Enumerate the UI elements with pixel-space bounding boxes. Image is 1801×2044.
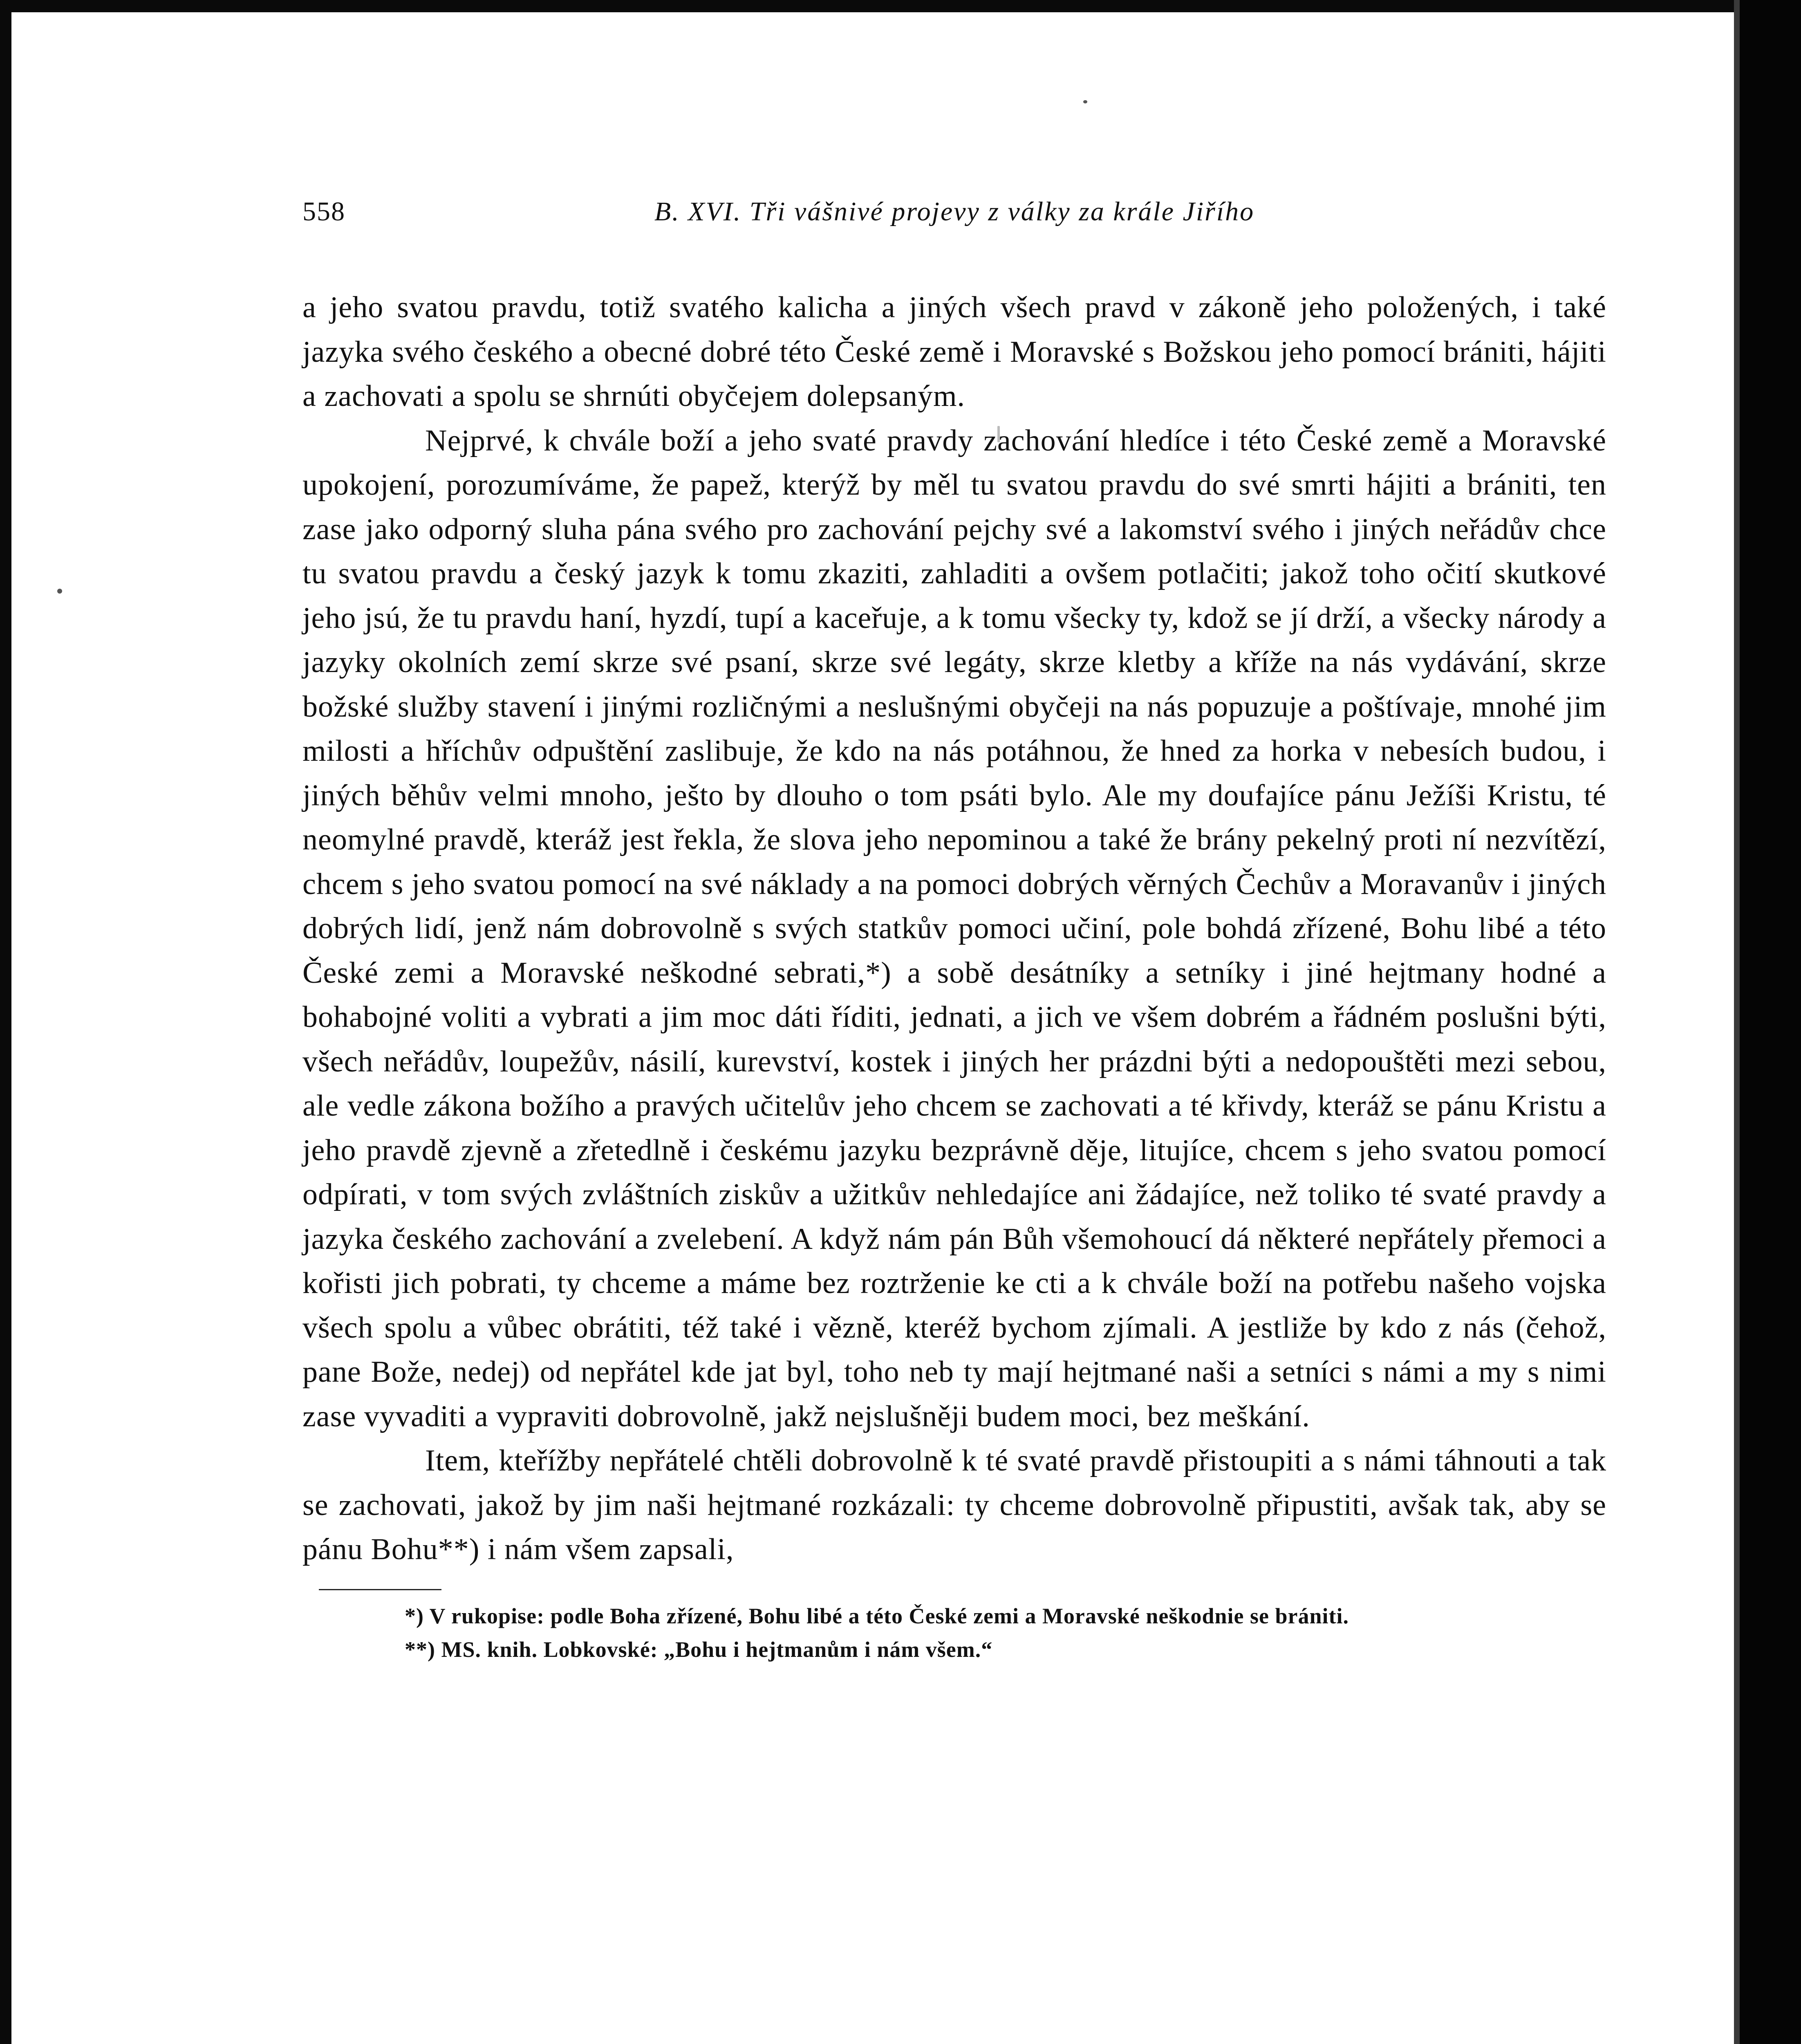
page-number: 558 [302,197,345,226]
page-header [302,188,1606,237]
scan-border-top [0,0,1801,12]
scan-border-right-shadow [1734,0,1740,2044]
footnote-divider [319,1589,441,1590]
scan-border-right [1740,0,1801,2044]
footnote-2: **) MS. knih. Lobkovské: „Bohu i hejtmanům i nám všem.“ [405,1637,993,1662]
scan-speck [1083,100,1087,103]
paragraph-continuation: a jeho svatou pravdu, totiž svatého kalicha a jiných všech pravd v zákoně jeho položených, i také jazyka svého českého a obecné dobré této České země i Moravské s Božskou jeho pomocí brániti, hájiti a zachovati a spolu se shrnúti obyčejem dolepsaným. [302,291,1606,413]
scan-speck [57,589,62,594]
scan-border-left [0,0,11,2044]
body-text [302,285,1606,1572]
footnote-1: *) V rukopise: podle Boha zřízené, Bohu libé a této České zemi a Moravské neškodnie se brániti. [405,1603,1349,1628]
running-title: B. XVI. Tři vášnivé projevy z války za krále Jiřího [654,197,1255,226]
footnotes [302,1599,1606,1666]
paragraph-item: Item, kteřížby nepřátelé chtěli dobrovolně k té svaté pravdě přistoupiti a s námi táhnouti a tak se zachovati, jakož by jim naši hejtmané rozkázali: ty chceme dobrovolně připustiti, avšak tak, aby se pánu Bohu**) i nám všem zapsali, [302,1444,1606,1566]
book-page [302,188,1606,1666]
paragraph-nejprve: Nejprvé, k chvále boží a jeho svaté pravdy zachování hledíce i této České země a Moravské upokojení, porozumíváme, že papež, kterýž by měl tu svatou pravdu do své smrti hájiti a brániti, ten zase jako odporný sluha pána svého pro zachování pejchy své a lakomství svého i jiných neřádův chce tu svatou pravdu a český jazyk k tomu zkaziti, zahladiti a ovšem potlačiti; jakož toho očití skutkové jeho jsú, že tu pravdu haní, hyzdí, tupí a kaceřuje, a k tomu všecky ty, kdož se jí drží, a všecky národy a jazyky okolních zemí skrze své psaní, skrze své legáty, skrze kletby a kříže na nás vydávání, skrze božské služby stavení i jinými rozličnými a neslušnými obyčeji na nás popuzuje a poštívaje, mnohé jim milosti a hříchův odpuštění zaslibuje, že kdo na nás potáhnou, že hned za horka v nebesích budou, i jiných běhův velmi mnoho, ješto by dlouho o tom psáti bylo. Ale my doufajíce pánu Ježíši Kristu, té neomylné pravdě, kteráž jest řekla, že slova jeho nepominou a také že brány pekelný proti ní nezvítězí, chcem s jeho svatou pomocí na své náklady a na pomoci dobrých věrných Čechův a Moravanův i jiných dobrých lidí, jenž nám dobrovolně s svých statkův pomoci učiní, pole bohdá zřízené, Bohu libé a této České zemi a Moravské neškodné sebrati,*) a sobě desátníky a setníky i jiné hejtmany hodné a bohabojné voliti a vybrati a jim moc dáti říditi, jednati, a jich ve všem dobrém a řádném poslušni býti, všech neřádův, loupežův, násilí, kurevství, kostek i jiných her prázdni býti a nedopouštěti mezi sebou, ale vedle zákona božího a pravých učitelův jeho chcem se zachovati a té křivdy, kteráž se pánu Kristu a jeho pravdě zjevně a zřetedlně i českému jazyku bezprávně děje, litujíce, chcem s jeho svatou pomocí odpírati, v tom svých zvláštních ziskův a užitkův nehledajíce ani žádajíce, než toliko té svaté pravdy a jazyka českého zachování a zvelebení. A když nám pán Bůh všemohoucí dá některé nepřátely přemoci a kořisti jich pobrati, ty chceme a máme bez roztrženie ke cti a k chvále boží na potřebu našeho vojska všech spolu a vůbec obrátiti, též také i vězně, kteréž bychom zjímali. A jestliže by kdo z nás (čehož, pane Bože, nedej) od nepřátel kde jat byl, toho neb ty mají hejtmané naši a setníci s námi a my s nimi zase vyvaditi a vypraviti dobrovolně, jakž nejslušněji budem moci, bez meškání. [302,424,1606,1433]
